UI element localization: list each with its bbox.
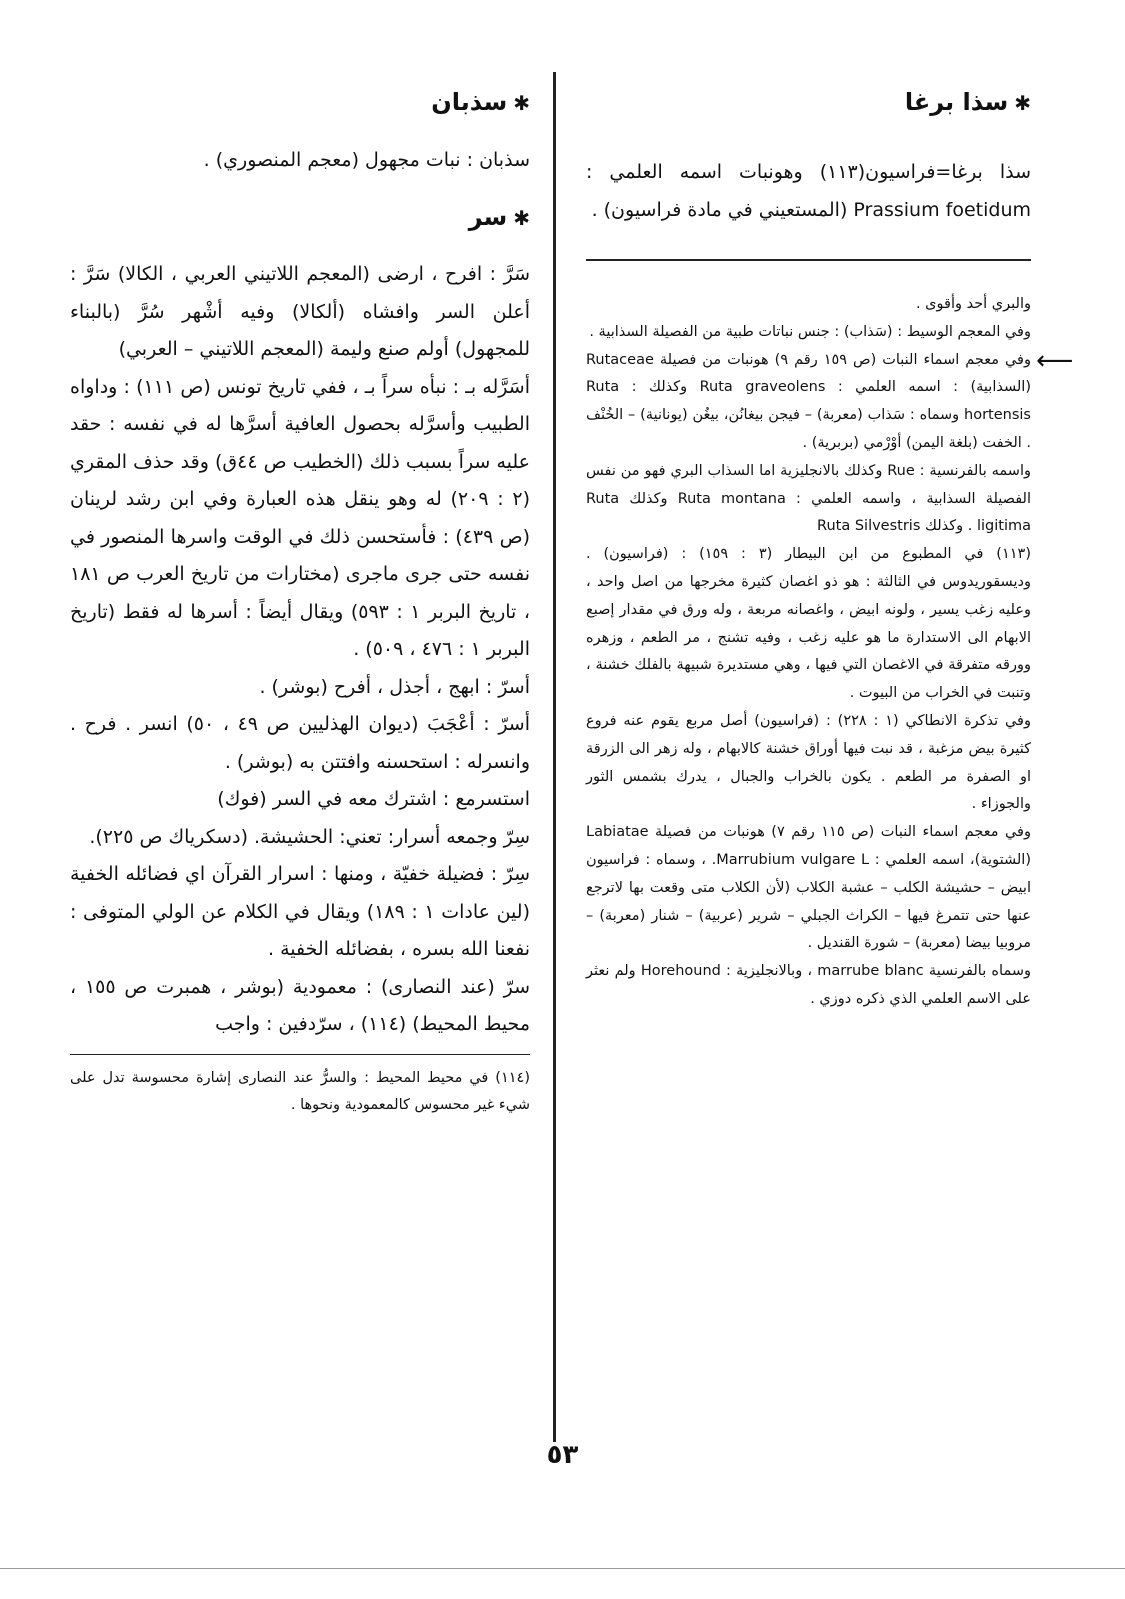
asterisk-icon: ✱ xyxy=(513,206,530,230)
body-paragraph: سِرّ : فضيلة خفيّة ، ومنها : اسرار القرآن اي فضائله الخفية (لين عادات ١ : ١٨٩) ويقال في الكلام عن الولي المتوفى : نفعنا الله بسره ، بفضائله الخفية . xyxy=(70,863,530,960)
footnote-paragraph: (١١٣) في المطبوع من ابن البيطار (٣ : ١٥٩) : (فراسيون) . وديسقوريدوس في الثالثة : هو ذو اغصان كثيرة مخرجها من اصل واحد ، وعليه زغب يسير ، ولونه ابيض ، واغصانه مربعة ، وله ورق في مقدار إصبع الابهام الى الاستدارة ما هو عليه زغب ، وفيه تشنج ، مر الطعم ، وزهره وورقه متفرقة في الاغصان التي فيها ، وهي مستديرة شبيهة بالفلك خشنة ، وتنبت في الخراب من البيوت . xyxy=(586,546,1031,702)
entry-heading-sirr: ✱سر xyxy=(468,203,530,231)
body-paragraph: سِرّ وجمعه أسرار: تعني: الحشيشة. (دسكرياك ص ٢٢٥). xyxy=(89,825,530,848)
asterisk-icon: ✱ xyxy=(513,91,530,115)
footnote-114: (١١٤) في محيط المحيط : والسرُّ عند النصارى إشارة محسوسة تدل على شيء غير محسوس كالمعمودية ونحوها . xyxy=(70,1069,530,1114)
footnote-113-block xyxy=(586,291,1031,1014)
footnote-paragraph: وفي المعجم الوسيط : (سَذاب) : جنس نباتات طبية من الفصيلة السذابية . xyxy=(589,323,1031,340)
right-column xyxy=(586,82,1031,1014)
column-divider xyxy=(553,72,556,1442)
entry-heading-sadha-barga: ✱سذا برغا xyxy=(904,88,1031,116)
left-column xyxy=(70,82,530,1120)
asterisk-icon: ✱ xyxy=(1014,91,1031,115)
body-paragraph: سَرَّ : افرح ، ارضى (المعجم اللاتيني العربي ، الكالا) سَرَّ : أعلن السر وافشاه (ألكالا) وفيه أشْهر سُرَّ (بالبناء للمجهول) أولم صنع وليمة (المعجم اللاتيني – العربي) xyxy=(70,263,530,360)
footnote-paragraph: وفي معجم اسماء النبات (ص ١١٥ رقم ٧) هونبات من فصيلة Labiatae (الشتوية)، اسمه العلمي : Marrubium vulgare L. ، وسماه : فراسيون ابيض – حشيشة الكلب – عشبة الكلاب (لأن الكلاب متى وقعت بها لاترجع عنها حتى تتمرغ فيها – الكراث الجبلي – شرير (عربية) – شنار (معربة) – مروبيا بيضا (معربة) – شورة القنديل . xyxy=(586,824,1031,952)
footnote-paragraph: وفي تذكرة الانطاكي (١ : ٢٢٨) : (فراسيون) أصل مربع يقوم عنه فروع كثيرة بيض مزغبة ، قد نبت فيها أوراق خشنة كالابهام ، وله زهر الى الزرقة او الصفرة مر الطعم . يكون بالخراب والجبال ، يدرك بشمس الثور والجوزاء . xyxy=(586,712,1031,813)
entry-heading-sadhban: ✱سذبان xyxy=(431,88,530,116)
entry-text-sadha-barga: سذا برغا=فراسيون(١١٣) وهونبات اسمه العلمي : Prassium foetidum (المستعيني في مادة فراسيون) . xyxy=(586,161,1031,221)
body-paragraph: أسَرَّله بـ : نبأه سراً بـ ، ففي تاريخ تونس (ص ١١١) : وداواه الطبيب وأسرَّله بحصول العافية أسرَّها له في نفسه : حقد عليه سراً بسبب ذلك (الخطيب ص ٤٤ق) وقد حذف المقري (٢ : ٢٠٩) له وهو ينقل هذه العبارة وفي ابن رشد لرينان (ص ٤٣٩) : فأستحسن ذلك في الوقت واسرها المنصور في نفسه حتى جرى ماجرى (مختارات من تاريخ العرب ص ١٨١ ، تاريخ البربر ١ : ٥٩٣) ويقال أيضاً : أسرها له فقط (تاريخ البربر ١ : ٤٧٦ ، ٥٠٩) . xyxy=(70,375,530,660)
footnote-paragraph: واسمه بالفرنسية : Rue وكذلك بالانجليزية اما السذاب البري فهو من نفس الفصيلة السذابية ، واسمه العلمي : Ruta montana وكذلك Ruta ligitima . وكذلك Ruta Silvestris xyxy=(586,462,1031,535)
left-arrow-icon: ⟵ xyxy=(1036,346,1074,376)
entry-text-sirr xyxy=(70,256,530,1044)
body-paragraph: سرّ (عند النصارى) : معمودية (بوشر ، همبرت ص ١٥٥ ، محيط المحيط) (١١٤) ، سرّدفين : واجب xyxy=(70,975,531,1035)
footnote-paragraph: وفي معجم اسماء النبات (ص ١٥٩ رقم ٩) هونبات من فصيلة Rutaceae (السذابية) : اسمه العلمي : Ruta graveolens وكذلك : Ruta hortensis وسماه : سَذاب (معربة) – فيجن بيغانُن، بيغُن (يونانية) – الخُنْف . الخفت (بلغة اليمن) أوْرْمي (بربرية) . xyxy=(586,351,1031,451)
footnote-paragraph: والبري أحد وأقوى . xyxy=(915,296,1031,312)
body-paragraph: أسرّ : أعْجَبَ (ديوان الهذليين ص ٤٩ ، ٥٠) انسر . فرح . وانسرله : استحسنه وافتتن به (بوشر) . xyxy=(70,713,531,773)
entry-text-sadhban: سذبان : نبات مجهول (معجم المنصوري) . xyxy=(203,149,530,171)
body-paragraph: أسرّ : ابهج ، أجذل ، أفرح (بوشر) . xyxy=(259,675,530,698)
body-paragraph: استسرمع : اشترك معه في السر (فوك) xyxy=(217,788,530,810)
page-number: ٥٣ xyxy=(546,1440,579,1470)
page-bottom-edge xyxy=(0,1568,1125,1569)
footnote-paragraph: وسماه بالفرنسية marrube blanc ، وبالانجليزية : Horehound ولم نعثر على الاسم العلمي الذي ذكره دوزي . xyxy=(586,963,1031,1007)
